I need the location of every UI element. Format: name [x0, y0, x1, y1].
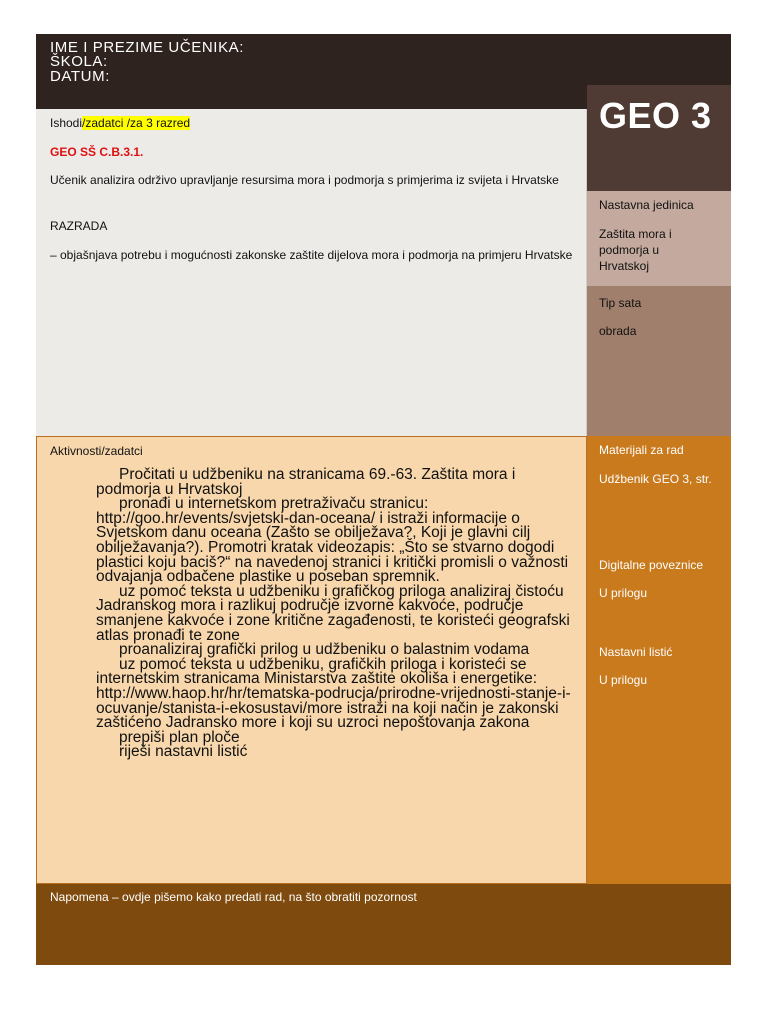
materials-label: Materijali za rad — [599, 443, 684, 457]
activity-item: prepiši plan ploče — [119, 728, 240, 746]
teaching-unit-label: Nastavna jedinica — [599, 198, 694, 212]
outcomes-section — [36, 109, 587, 436]
activity-item: uz pomoć teksta u udžbeniku, grafičkih priloga i koristeći se internetskim stranicama Ministarstva zaštite okoliša i energetike: http://www.haop.hr/hr/tematska-podrucja/prirodne-vrijednosti-stanje-i-ocuvanje/stanista-i-ekosustavi/more istraži na koji način je zakonski zaštićeno Jadransko more i koji su uzroci nepoštovanja zakona — [96, 655, 571, 732]
activities-list — [96, 468, 576, 760]
teaching-unit-value: Zaštita mora i podmorja u Hrvatskoj — [599, 227, 672, 273]
footer-note: Napomena – ovdje pišemo kako predati rad, na što obratiti pozornost — [50, 890, 417, 904]
note-footer — [36, 884, 731, 965]
activities-label: Aktivnosti/zadatci — [50, 444, 143, 458]
digital-links-value: U prilogu — [599, 586, 648, 600]
outcomes-heading-text: Ishodi — [50, 116, 83, 130]
outcomes-heading — [50, 115, 190, 131]
lesson-type-panel — [587, 286, 731, 436]
activity-item: Pročitati u udžbeniku na stranicama 69.-63. Zaštita mora i podmorja u Hrvatskoj — [96, 466, 516, 498]
activity-item: riješi nastavni listić — [119, 743, 248, 761]
lesson-type-value: obrada — [599, 324, 637, 338]
subject-title: GEO 3 — [599, 95, 712, 136]
worksheet-value: U prilogu — [599, 673, 648, 687]
activity-item: uz pomoć teksta u udžbeniku i grafičkog priloga analiziraj čistoću Jadranskog mora i razlikuj područje izvorne kakvoće, područje smanjene kakvoće i zone kritične zagađenosti, te koristeći geografski atlas pronađi te zone — [96, 582, 570, 644]
activity-item: proanaliziraj grafički prilog u udžbeniku o balastnim vodama — [119, 641, 530, 659]
outcome-code: GEO SŠ C.B.3.1. — [50, 145, 144, 159]
outcome-description: Učenik analizira održivo upravljanje resursima mora i podmorja s primjerima iz svijeta i Hrvatske — [50, 173, 559, 187]
activity-item: pronađi u internetskom pretraživaču stranicu: http://goo.hr/events/svjetski-dan-oceana/ i istraži informacije o Svjetskom danu oceana (Zašto se obilježava?, Koji je glavni cilj obilježavanja?). Promotri kratak videozapis: „Što se stvarno dogodi plastici koju baciš?“ na navedenoj stranici i kritički promisli o važnosti odvajanja odbačene plastike u poseban spremnik. — [96, 495, 569, 586]
date-label: DATUM: — [50, 68, 110, 85]
materials-panel — [587, 436, 731, 884]
subject-badge — [587, 85, 731, 191]
outcomes-heading-highlight: /zadatci /za 3 razred — [82, 116, 191, 130]
digital-links-label: Digitalne poveznice — [599, 558, 704, 572]
student-name-label: IME I PREZIME UČENIKA: — [50, 39, 245, 56]
elaboration-label: RAZRADA — [50, 219, 108, 233]
teaching-unit-panel — [587, 191, 731, 286]
textbook-reference: Udžbenik GEO 3, str. — [599, 472, 712, 486]
school-label: ŠKOLA: — [50, 53, 108, 70]
elaboration-text: – objašnjava potrebu i mogućnosti zakonske zaštite dijelova mora i podmorja na primjeru Hrvatske — [50, 248, 573, 262]
lesson-type-label: Tip sata — [599, 296, 642, 310]
worksheet-label: Nastavni listić — [599, 645, 673, 659]
activities-section — [36, 436, 587, 884]
